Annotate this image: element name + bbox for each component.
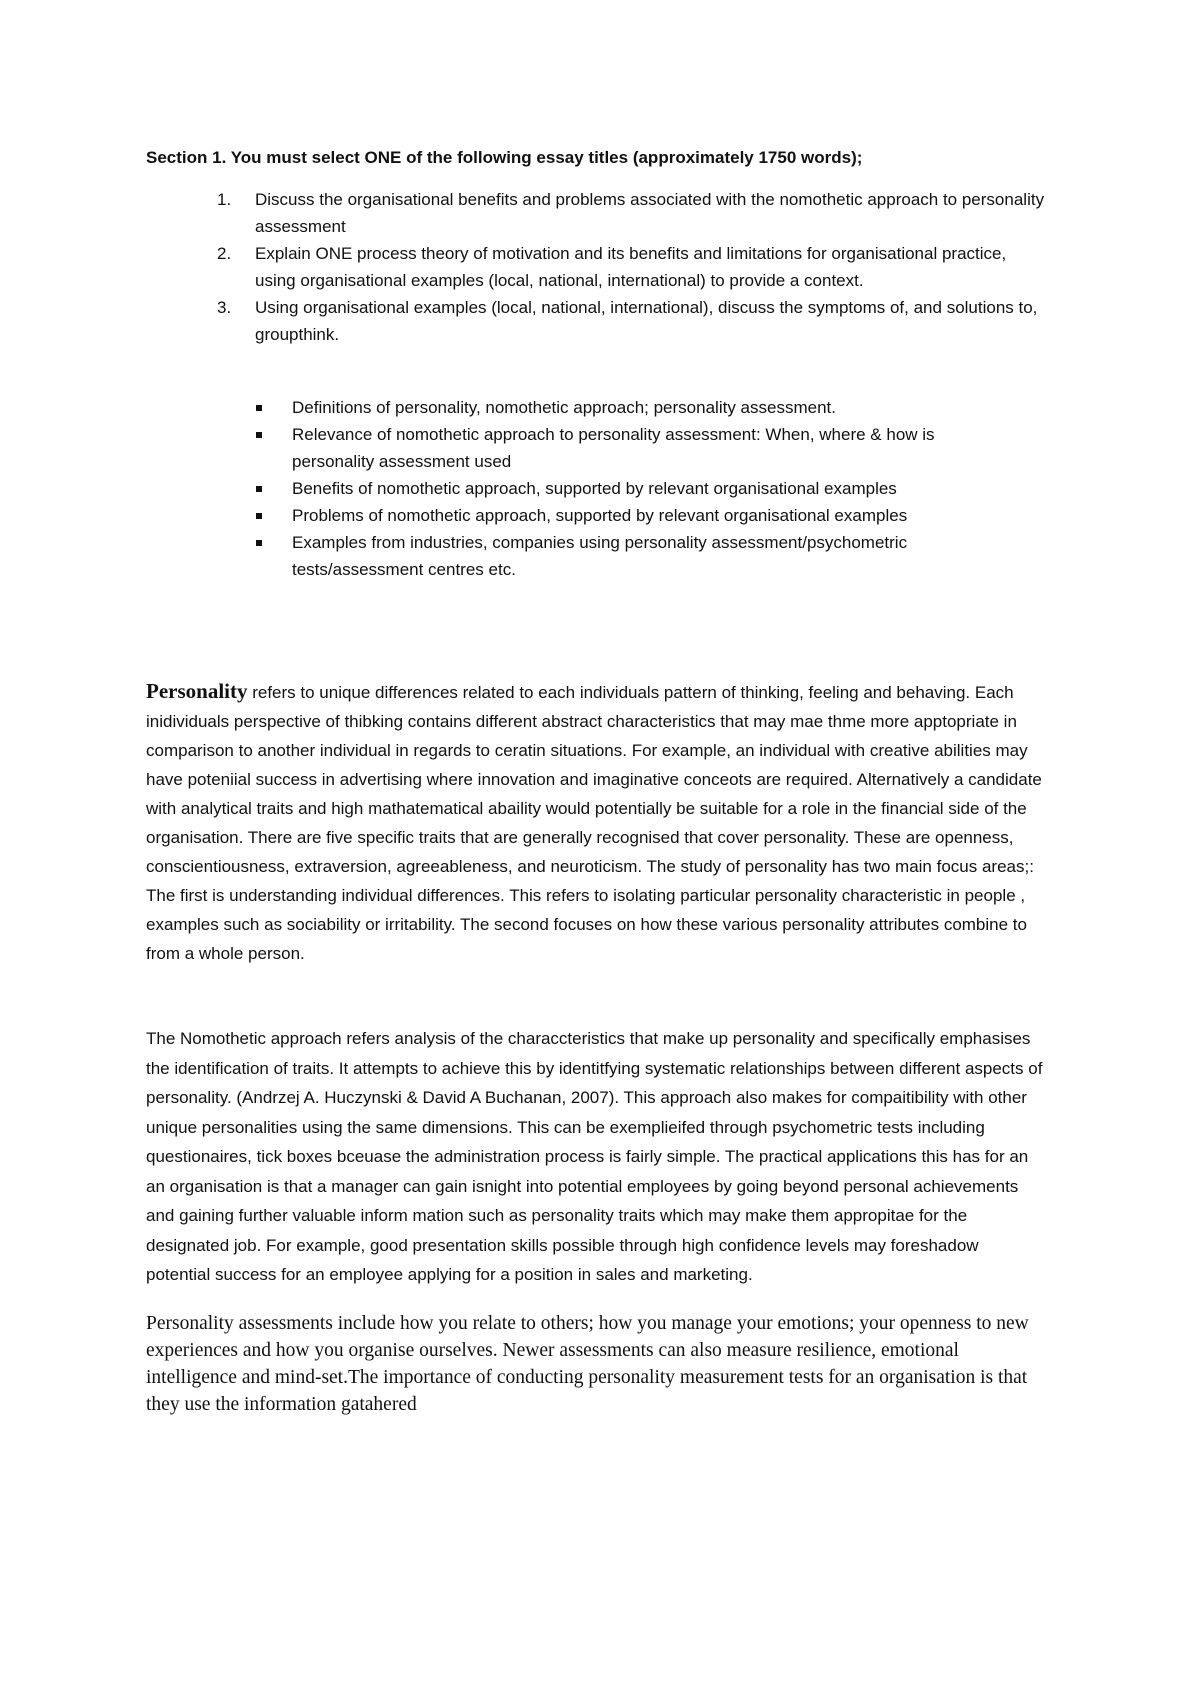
list-number: 1. <box>217 190 232 209</box>
essay-title-item <box>146 186 1046 240</box>
guidance-bullet-list <box>146 394 1046 583</box>
section-heading: Section 1. You must select ONE of the following essay titles (approximately 1750 words); <box>146 148 863 167</box>
square-bullet-icon <box>256 405 262 411</box>
list-number: 3. <box>217 298 232 317</box>
document-body <box>146 147 1046 1418</box>
guidance-bullet-item <box>146 394 1046 421</box>
square-bullet-icon <box>256 540 262 546</box>
list-number: 2. <box>217 244 232 263</box>
square-bullet-icon <box>256 432 262 438</box>
nomothetic-paragraph: The Nomothetic approach refers analysis of the characcteristics that make up personality and specifically emphasises the identification of traits. It attempts to achieve this by identitfying systematic relationships between different aspects of personality. (Andrzej A. Huczynski & David A Buchanan, 2007). This approach also makes for compaitibility with other unique personalities using the same dimensions. This can be exemplieifed through psychometric tests including questionaires, tick boxes bceuase the administration process is fairly simple. The practical applications this has for an an organisation is that a manager can gain isnight into potential employees by going beyond personal achievements and gaining further valuable inform mation such as personality traits which may make them appropitae for the designated job. For example, good presentation skills possible through high confidence levels may foreshadow potential success for an employee applying for a position in sales and marketing. <box>146 1029 1043 1284</box>
essay-title-text: Explain ONE process theory of motivation and its benefits and limitations for organisational practice, using organisational examples (local, national, international) to provide a context. <box>255 244 1007 290</box>
bullet-text: Benefits of nomothetic approach, supported by relevant organisational examples <box>292 479 897 498</box>
essay-title-text: Discuss the organisational benefits and problems associated with the nomothetic approach to personality assessment <box>255 190 1045 236</box>
personality-paragraph-text: refers to unique differences related to each individuals pattern of thinking, feeling and behaving. Each inidividuals perspective of thibking contains different abstract characteristics that may mae thme more apptopriate in comparison to another individual in regards to ceratin situations. For example, an individual with creative abilities may have poteniial success in advertising where innovation and imaginative conceots are required. Alternatively a candidate with analytical traits and high mathatematical abaility would potentially be suitable for a role in the financial side of the organisation. There are five specific traits that are generally recognised that cover personality. These are openness, conscientiousness, extraversion, agreeableness, and neuroticism. The study of personality has two main focus areas;: The first is understanding individual differences. This refers to isolating particular personality characteristic in people , examples such as sociability or irritability. The second focuses on how these various personality attributes combine to from a whole person. <box>146 683 1042 963</box>
guidance-bullet-item <box>146 502 1046 529</box>
bullet-text: Examples from industries, companies using personality assessment/psychometric tests/assessment centres etc. <box>292 533 908 579</box>
guidance-bullet-item <box>146 475 1046 502</box>
essay-title-item <box>146 240 1046 294</box>
essay-title-item <box>146 294 1046 348</box>
personality-paragraph <box>146 677 1046 968</box>
assessment-paragraph: Personality assessments include how you relate to others; how you manage your emotions; your openness to new experiences and how you organise ourselves. Newer assessments can also measure resilience, emotional intelligence and mind-set.The importance of conducting personality measurement tests for an organisation is that they use the information gatahered <box>146 1312 1029 1415</box>
square-bullet-icon <box>256 486 262 492</box>
bullet-text: Definitions of personality, nomothetic approach; personality assessment. <box>292 398 836 417</box>
bullet-text: Relevance of nomothetic approach to personality assessment: When, where & how is personality assessment used <box>292 425 935 471</box>
guidance-bullet-item <box>146 529 1046 583</box>
essay-title-list <box>146 186 1046 348</box>
personality-lead-word: Personality <box>146 679 248 703</box>
square-bullet-icon <box>256 513 262 519</box>
bullet-text: Problems of nomothetic approach, supported by relevant organisational examples <box>292 506 908 525</box>
guidance-bullet-item <box>146 421 1046 475</box>
essay-title-text: Using organisational examples (local, national, international), discuss the symptoms of, and solutions to, groupthink. <box>255 298 1038 344</box>
